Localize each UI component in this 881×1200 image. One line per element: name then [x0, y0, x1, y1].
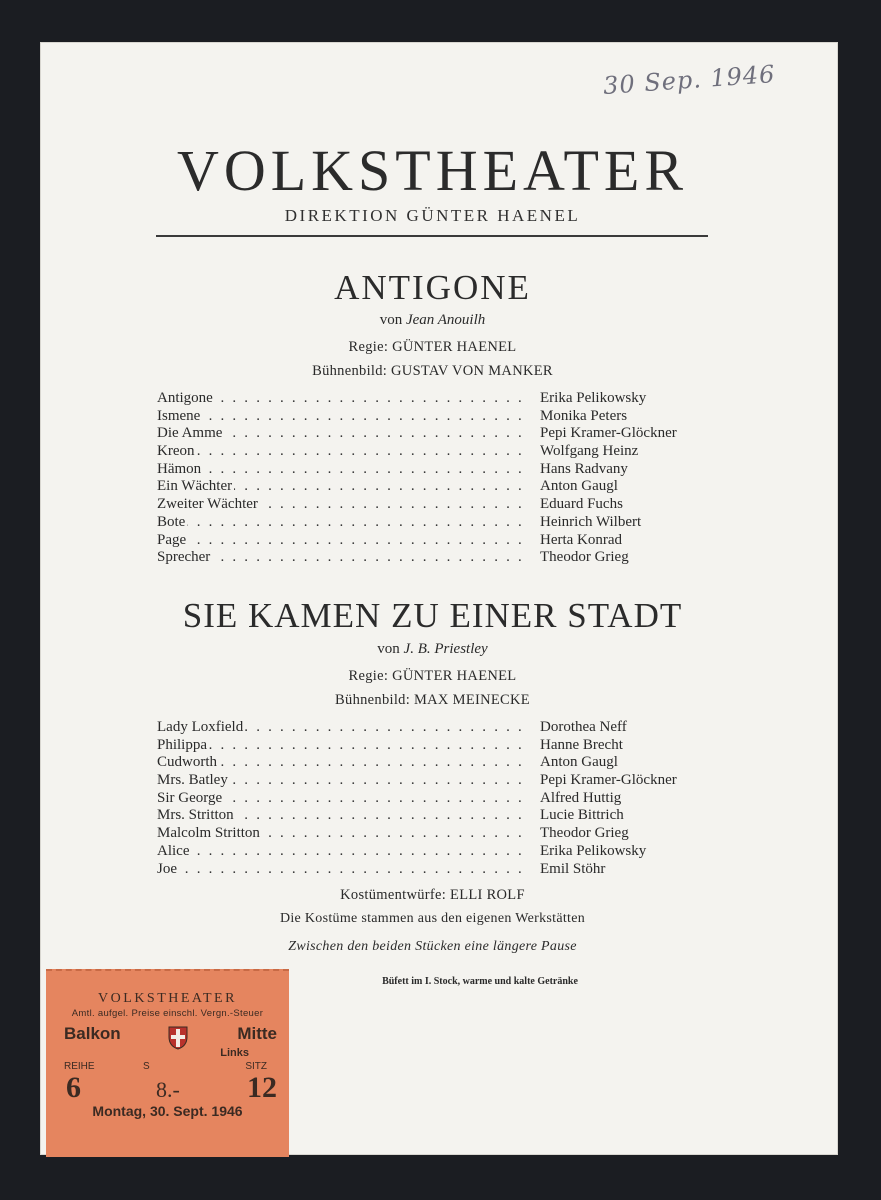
- cast-actor: Monika Peters: [540, 407, 628, 424]
- cast-role: Page: [157, 531, 187, 548]
- cast-role: Cudworth: [157, 754, 217, 771]
- cast-actor: Theodor Grieg: [540, 549, 629, 566]
- cast-actor: Eduard Fuchs: [540, 496, 623, 513]
- cast-row: [157, 825, 717, 843]
- cast-role: Sprecher: [157, 549, 211, 566]
- ticket-seat-label: SITZ: [245, 1061, 267, 1072]
- workshop-note: Die Kostüme stammen aus den eigenen Werkstätten: [279, 911, 586, 926]
- cast-actor: Lucie Bittrich: [540, 807, 624, 824]
- cast-row: [157, 549, 717, 567]
- cast-role: Zweiter Wächter: [157, 496, 258, 513]
- cast-role: Mrs. Batley: [157, 772, 228, 789]
- cast-actor: Emil Stöhr: [540, 860, 606, 877]
- cast-role: Hämon: [157, 460, 202, 477]
- ticket-side: Links: [220, 1047, 249, 1059]
- cast-role: Ismene: [157, 407, 201, 424]
- cast-row: [157, 754, 717, 772]
- ticket-row: 6: [66, 1071, 81, 1104]
- cast-actor: Pepi Kramer-Glöckner: [540, 425, 677, 442]
- play1-director: Regie: GÜNTER HAENEL: [348, 339, 517, 355]
- cast-actor: Anton Gaugl: [540, 754, 618, 771]
- cast-role: Bote: [157, 513, 186, 530]
- cast-row: [157, 861, 717, 879]
- cast-actor: Erika Pelikowsky: [540, 842, 647, 859]
- cast-actor: Alfred Huttig: [540, 789, 622, 806]
- cast-row: [157, 461, 717, 479]
- play2-title: SIE KAMEN ZU EINER STADT: [182, 596, 683, 635]
- play1-cast-list: [157, 390, 717, 567]
- play1-set-design: Bühnenbild: GUSTAV VON MANKER: [312, 363, 553, 379]
- ticket-tax-note: Amtl. aufgel. Preise einschl. Vergn.-Steuer: [71, 1008, 264, 1019]
- cast-actor: Heinrich Wilbert: [540, 513, 642, 530]
- play2-author-line: [155, 641, 710, 658]
- play1-author-line: [155, 312, 710, 329]
- cast-row: [157, 408, 717, 426]
- play2-set-design: Bühnenbild: MAX MEINECKE: [335, 692, 530, 708]
- pause-note: Zwischen den beiden Stücken eine längere Pause: [288, 939, 577, 954]
- play2-cast-list: [157, 719, 717, 878]
- cast-role: Joe: [157, 860, 177, 877]
- cast-row: [157, 772, 717, 790]
- direction-line: DIREKTION GÜNTER HAENEL: [284, 206, 581, 225]
- cast-actor: Dorothea Neff: [540, 719, 627, 735]
- cast-row: [157, 443, 717, 461]
- cast-role: Kreon: [157, 443, 195, 460]
- ticket-section-balkon: Balkon: [64, 1024, 121, 1043]
- cast-role: Die Amme: [157, 425, 223, 442]
- cast-actor: Erika Pelikowsky: [540, 390, 647, 406]
- theatre-title: VOLKSTHEATER: [176, 138, 689, 203]
- cast-row: [157, 496, 717, 514]
- cast-role: Antigone: [157, 390, 213, 406]
- cast-role: Sir George: [157, 789, 223, 806]
- ticket-theatre-name: VOLKSTHEATER: [98, 991, 237, 1006]
- cast-role: Philippa: [157, 736, 208, 753]
- cast-actor: Pepi Kramer-Glöckner: [540, 772, 677, 789]
- cast-role: Alice: [157, 842, 190, 859]
- cast-row: [157, 790, 717, 808]
- cast-row: [157, 390, 717, 408]
- costume-credit: Kostümentwürfe: ELLI ROLF: [340, 887, 525, 903]
- cast-role: Malcolm Stritton: [157, 825, 260, 842]
- handwritten-date: 30 Sep. 1946: [602, 60, 777, 100]
- play1-title: ANTIGONE: [334, 268, 531, 307]
- cast-role: Ein Wächter: [157, 478, 233, 495]
- play1-by-prefix: von: [379, 312, 403, 328]
- ticket-s-label: S: [143, 1061, 150, 1072]
- ticket-price: 8.-: [156, 1077, 180, 1102]
- play1-author: Jean Anouilh: [405, 312, 486, 328]
- ticket-seat: 12: [247, 1071, 277, 1104]
- ticket-row-label: REIHE: [64, 1061, 95, 1072]
- play2-author: J. B. Priestley: [403, 641, 488, 657]
- header-divider: [156, 235, 708, 237]
- cast-row: [157, 532, 717, 550]
- cast-row: [157, 478, 717, 496]
- buffet-note: Büfett im I. Stock, warme und kalte Getränke: [382, 976, 578, 987]
- admission-ticket: [46, 969, 289, 1157]
- cast-row: [157, 425, 717, 443]
- cast-actor: Wolfgang Heinz: [540, 443, 639, 460]
- cast-row: [157, 737, 717, 755]
- cast-role: Lady Loxfield: [157, 719, 244, 735]
- cast-actor: Theodor Grieg: [540, 825, 629, 842]
- cast-row: [157, 807, 717, 825]
- cast-actor: Hanne Brecht: [540, 736, 623, 753]
- cast-actor: Anton Gaugl: [540, 478, 618, 495]
- cast-row: [157, 843, 717, 861]
- cast-actor: Hans Radvany: [540, 460, 628, 477]
- ticket-section-mitte: Mitte: [237, 1024, 277, 1043]
- play2-by-prefix: von: [377, 641, 400, 657]
- play2-director: Regie: GÜNTER HAENEL: [348, 668, 517, 684]
- coat-of-arms-icon: [168, 1026, 188, 1050]
- cast-row: [157, 514, 717, 532]
- cast-role: Mrs. Stritton: [157, 807, 234, 824]
- cast-actor: Herta Konrad: [540, 531, 623, 548]
- cast-row: [157, 719, 717, 737]
- ticket-date: Montag, 30. Sept. 1946: [92, 1103, 243, 1119]
